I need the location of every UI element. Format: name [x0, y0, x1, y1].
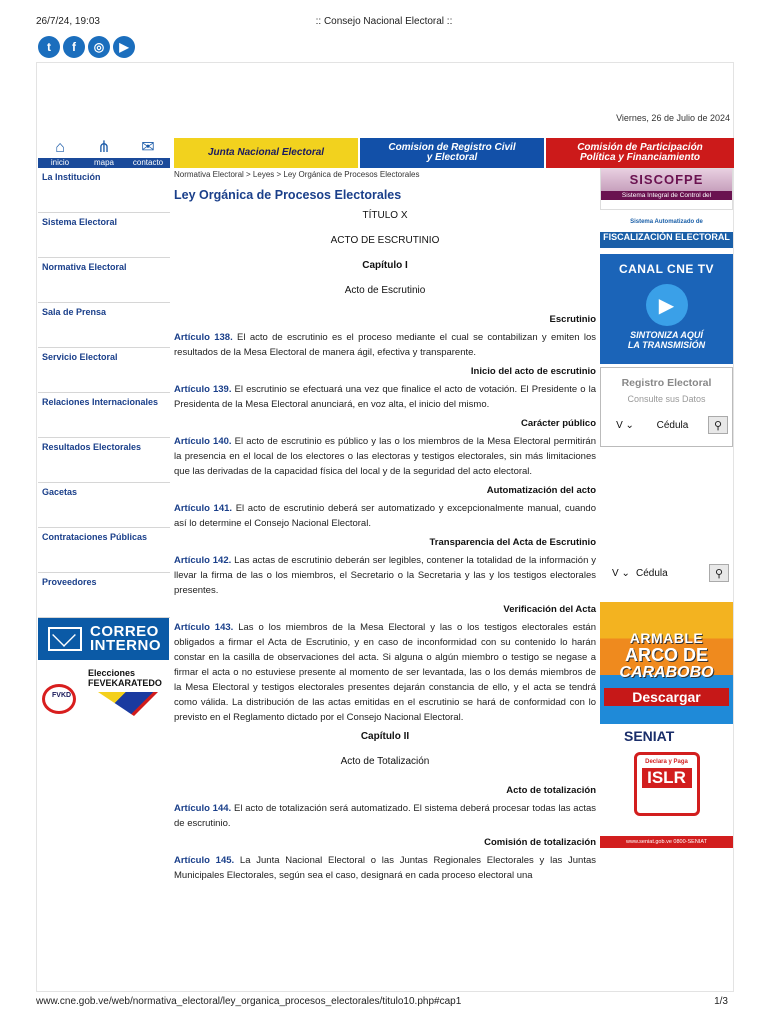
registro-title: Registro Electoral: [621, 377, 712, 389]
print-url: www.cne.gob.ve/web/normativa_electoral/ley_organica_procesos_electorales/titulo10.php#cap1: [36, 996, 462, 1007]
article-text: El acto de escrutinio es el proceso mediante el cual se contabilizan y emiten los resultados de la Mesa Electoral de manera ágil, efectiva y transparente.: [174, 332, 596, 358]
article-144: [174, 801, 596, 831]
article-number[interactable]: Artículo 140.: [174, 436, 232, 447]
page-date: Viernes, 26 de Julio de 2024: [616, 113, 730, 123]
article-number[interactable]: Artículo 138.: [174, 332, 233, 343]
sidebar-item[interactable]: Sala de Prensa: [38, 303, 170, 348]
instagram-icon[interactable]: ◎: [88, 36, 110, 58]
article-text: El acto de totalización será automatizado. El sistema deberá procesar todas las actas de escrutinio.: [174, 803, 596, 829]
titulo-heading: TÍTULO X: [362, 210, 408, 221]
banner-participacion[interactable]: [546, 138, 734, 168]
sidebar-item[interactable]: Resultados Electorales: [38, 438, 170, 483]
seniat-logo: SENIAT: [624, 728, 675, 744]
chapter-name: Acto de Totalización: [340, 756, 430, 767]
print-footer: [36, 996, 732, 1010]
article-text: El acto de escrutinio es público y las o los miembros de la Mesa Electoral permitirán la presencia en el local de los electores o las electoras y testigos electorales, sin más limitaciones que las derivadas de la capacidad física del local y de la seguridad del acto electoral.: [174, 436, 596, 477]
article-heading: Automatización del acto: [486, 485, 596, 496]
feve-line: Elecciones: [88, 668, 136, 678]
titulo-name: ACTO DE ESCRUTINIO: [330, 235, 440, 246]
chapter-heading: Capítulo I: [362, 260, 408, 271]
sidebar-item[interactable]: Normativa Electoral: [38, 258, 170, 303]
seniat-islr-banner[interactable]: [600, 728, 733, 848]
arco-line: ARMABLE: [629, 630, 704, 646]
registro-subtitle: Consulte sus Datos: [627, 394, 706, 404]
youtube-icon[interactable]: ▶: [113, 36, 135, 58]
quicklink-contacto[interactable]: [126, 138, 170, 168]
islr-badge: [634, 752, 700, 816]
arco-line: CARABOBO: [619, 664, 714, 681]
article-text: La Junta Nacional Electoral o las Juntas Regionales Electorales y las Juntas Municipales Electorales, según sea el caso, designará en cada proceso electoral una: [174, 855, 596, 881]
fvkd-logo: [38, 664, 88, 720]
correo-line: CORREO: [90, 623, 159, 640]
article-145: [174, 853, 596, 883]
nationality-select[interactable]: V ⌄: [612, 567, 630, 579]
article-140: [174, 434, 596, 479]
fiscalizacion-top: Sistema Automatizado de: [600, 212, 733, 232]
quicklink-label: inicio: [38, 158, 82, 168]
correo-interno-banner[interactable]: [38, 618, 169, 660]
article-heading: Transparencia del Acta de Escrutinio: [429, 537, 596, 548]
correo-line: INTERNO: [90, 637, 161, 654]
mail-icon: ✉: [141, 139, 155, 156]
quicklink-label: contacto: [126, 158, 170, 168]
article-text: Las o los miembros de la Mesa Electoral y las o los testigos electorales están obligados a firmar el Acta de Escrutinio, y en caso de inconformidad con su contenido lo harán constar en la casilla de observaciones del acta. Si alguna o algún miembro o testigo se negase a firmar el acta o no estuviese presente al momento de ser levantada, las o los demás miembros de la Mesa Electoral y testigos electorales presentes dejarán constancia de ello, y el acta se tendrá como válida. La distribución de las actas emitidas en el escrutinio se hará de conformidad con lo previsto en el Reglamento dictado por el Consejo Nacional Electoral.: [174, 622, 596, 723]
fiscalizacion-banner[interactable]: [600, 212, 733, 248]
cedula-input[interactable]: Cédula: [636, 567, 668, 579]
fiscalizacion-label: FISCALIZACIÓN ELECTORAL: [603, 232, 730, 242]
social-links: [38, 36, 135, 58]
sidebar-item[interactable]: Sistema Electoral: [38, 213, 170, 258]
print-header: [36, 16, 732, 30]
article-number[interactable]: Artículo 144.: [174, 803, 232, 814]
article-number[interactable]: Artículo 145.: [174, 855, 235, 866]
quicklink-mapa[interactable]: [82, 138, 126, 168]
siscofpe-subtitle: Sistema Integral de Control del FINANCIAMIENTO: [601, 191, 732, 200]
siscofpe-logo: SISCOFPE: [601, 169, 732, 191]
article-138: [174, 330, 596, 360]
home-icon: ⌂: [55, 139, 65, 156]
print-date: 26/7/24, 19:03: [36, 16, 100, 27]
search-icon[interactable]: ⚲: [708, 416, 728, 434]
envelope-icon: [48, 627, 82, 651]
nationality-value: V: [612, 567, 619, 579]
article-143: [174, 620, 596, 725]
arco-line: ARCO DE: [624, 645, 708, 665]
fevekaratedo-banner[interactable]: [38, 664, 169, 720]
article-heading: Escrutinio: [549, 314, 596, 325]
siscofpe-banner[interactable]: [600, 168, 733, 210]
banner-label: y Electoral: [426, 152, 478, 163]
quick-links: [38, 138, 170, 168]
chapter-name: Acto de Escrutinio: [344, 285, 426, 296]
top-nav: [38, 138, 734, 168]
sidebar-item[interactable]: Gacetas: [38, 483, 170, 528]
article-141: [174, 501, 596, 531]
arco-carabobo-banner[interactable]: [600, 602, 733, 724]
print-title: :: Consejo Nacional Electoral ::: [315, 16, 453, 27]
banner-label: Política y Financiamiento: [579, 152, 701, 163]
quicklink-inicio[interactable]: [38, 138, 82, 168]
canal-subtitle: SINTONIZA AQUÍ: [630, 330, 703, 340]
twitter-icon[interactable]: t: [38, 36, 60, 58]
article-number[interactable]: Artículo 141.: [174, 503, 233, 514]
download-button[interactable]: Descargar: [604, 688, 729, 706]
article-142: [174, 553, 596, 598]
registro-search-secondary: [600, 562, 733, 584]
main-content: [174, 170, 596, 889]
banner-registro-civil[interactable]: [360, 138, 544, 168]
banner-label: Junta Nacional Electoral: [207, 147, 325, 158]
article-number[interactable]: Artículo 139.: [174, 384, 232, 395]
sidebar-nav: [38, 168, 170, 618]
print-page: 1/3: [714, 996, 728, 1007]
cedula-input[interactable]: Cédula: [656, 419, 689, 431]
play-icon: ▶: [646, 284, 688, 326]
banner-label: Comisión de Participación: [577, 142, 703, 153]
canal-subtitle: LA TRANSMISIÓN: [627, 340, 706, 350]
article-heading: Verificación del Acta: [503, 604, 596, 615]
canal-cne-tv-banner[interactable]: [600, 254, 733, 364]
article-heading: Inicio del acto de escrutinio: [470, 366, 596, 377]
sidebar-item[interactable]: Relaciones Internacionales: [38, 393, 170, 438]
islr-top: Declara y Paga: [645, 759, 688, 765]
sidebar-item[interactable]: La Institución: [38, 168, 170, 213]
article-heading: Comisión de totalización: [484, 837, 596, 848]
article-heading: Carácter público: [521, 418, 596, 429]
canal-title: CANAL CNE TV: [618, 262, 715, 276]
sidebar-item[interactable]: Servicio Electoral: [38, 348, 170, 393]
breadcrumb[interactable]: Normativa Electoral > Leyes > Ley Orgánica de Procesos Electorales: [174, 170, 420, 179]
islr-label: ISLR: [642, 768, 692, 788]
banner-junta-nacional[interactable]: [174, 138, 358, 168]
article-139: [174, 382, 596, 412]
nationality-value: V: [616, 419, 623, 431]
banner-label: Comision de Registro Civil: [388, 142, 516, 153]
feve-line: FEVEKARATEDO: [88, 678, 162, 688]
registro-search: [601, 414, 732, 436]
chapter-heading: Capítulo II: [360, 731, 410, 742]
article-text: El escrutinio se efectuará una vez que finalice el acto de votación. El Presidente o la Presidenta de la Mesa Electoral anunciará, en voz alta, el inicio del mismo.: [174, 384, 596, 410]
page-title: Ley Orgánica de Procesos Electorales: [174, 188, 402, 202]
registro-electoral-widget: [600, 367, 733, 447]
nationality-select[interactable]: V ⌄: [616, 419, 634, 431]
seniat-bar: www.seniat.gob.ve 0800-SENIAT: [600, 836, 733, 848]
quicklink-label: mapa: [82, 158, 126, 168]
article-text: Las actas de escrutinio deberán ser legibles, contener la totalidad de la información y llevar la firma de las o los miembros, el Secretario o la Secretaria y las y los testigos electorales presentes.: [174, 555, 596, 596]
sidebar-item[interactable]: Proveedores: [38, 573, 170, 618]
logo-ring: [42, 684, 76, 714]
sidebar-item[interactable]: Contrataciones Públicas: [38, 528, 170, 573]
article-number[interactable]: Artículo 143.: [174, 622, 234, 633]
article-heading: Acto de totalización: [506, 785, 596, 796]
sitemap-icon: ⋔: [97, 139, 111, 156]
article-number[interactable]: Artículo 142.: [174, 555, 232, 566]
logo-text: FVKD: [52, 692, 72, 699]
article-text: El acto de escrutinio deberá ser automatizado y excepcionalmente manual, cuando así lo determine el Consejo Nacional Electoral.: [174, 503, 596, 529]
facebook-icon[interactable]: f: [63, 36, 85, 58]
search-icon[interactable]: ⚲: [709, 564, 729, 582]
